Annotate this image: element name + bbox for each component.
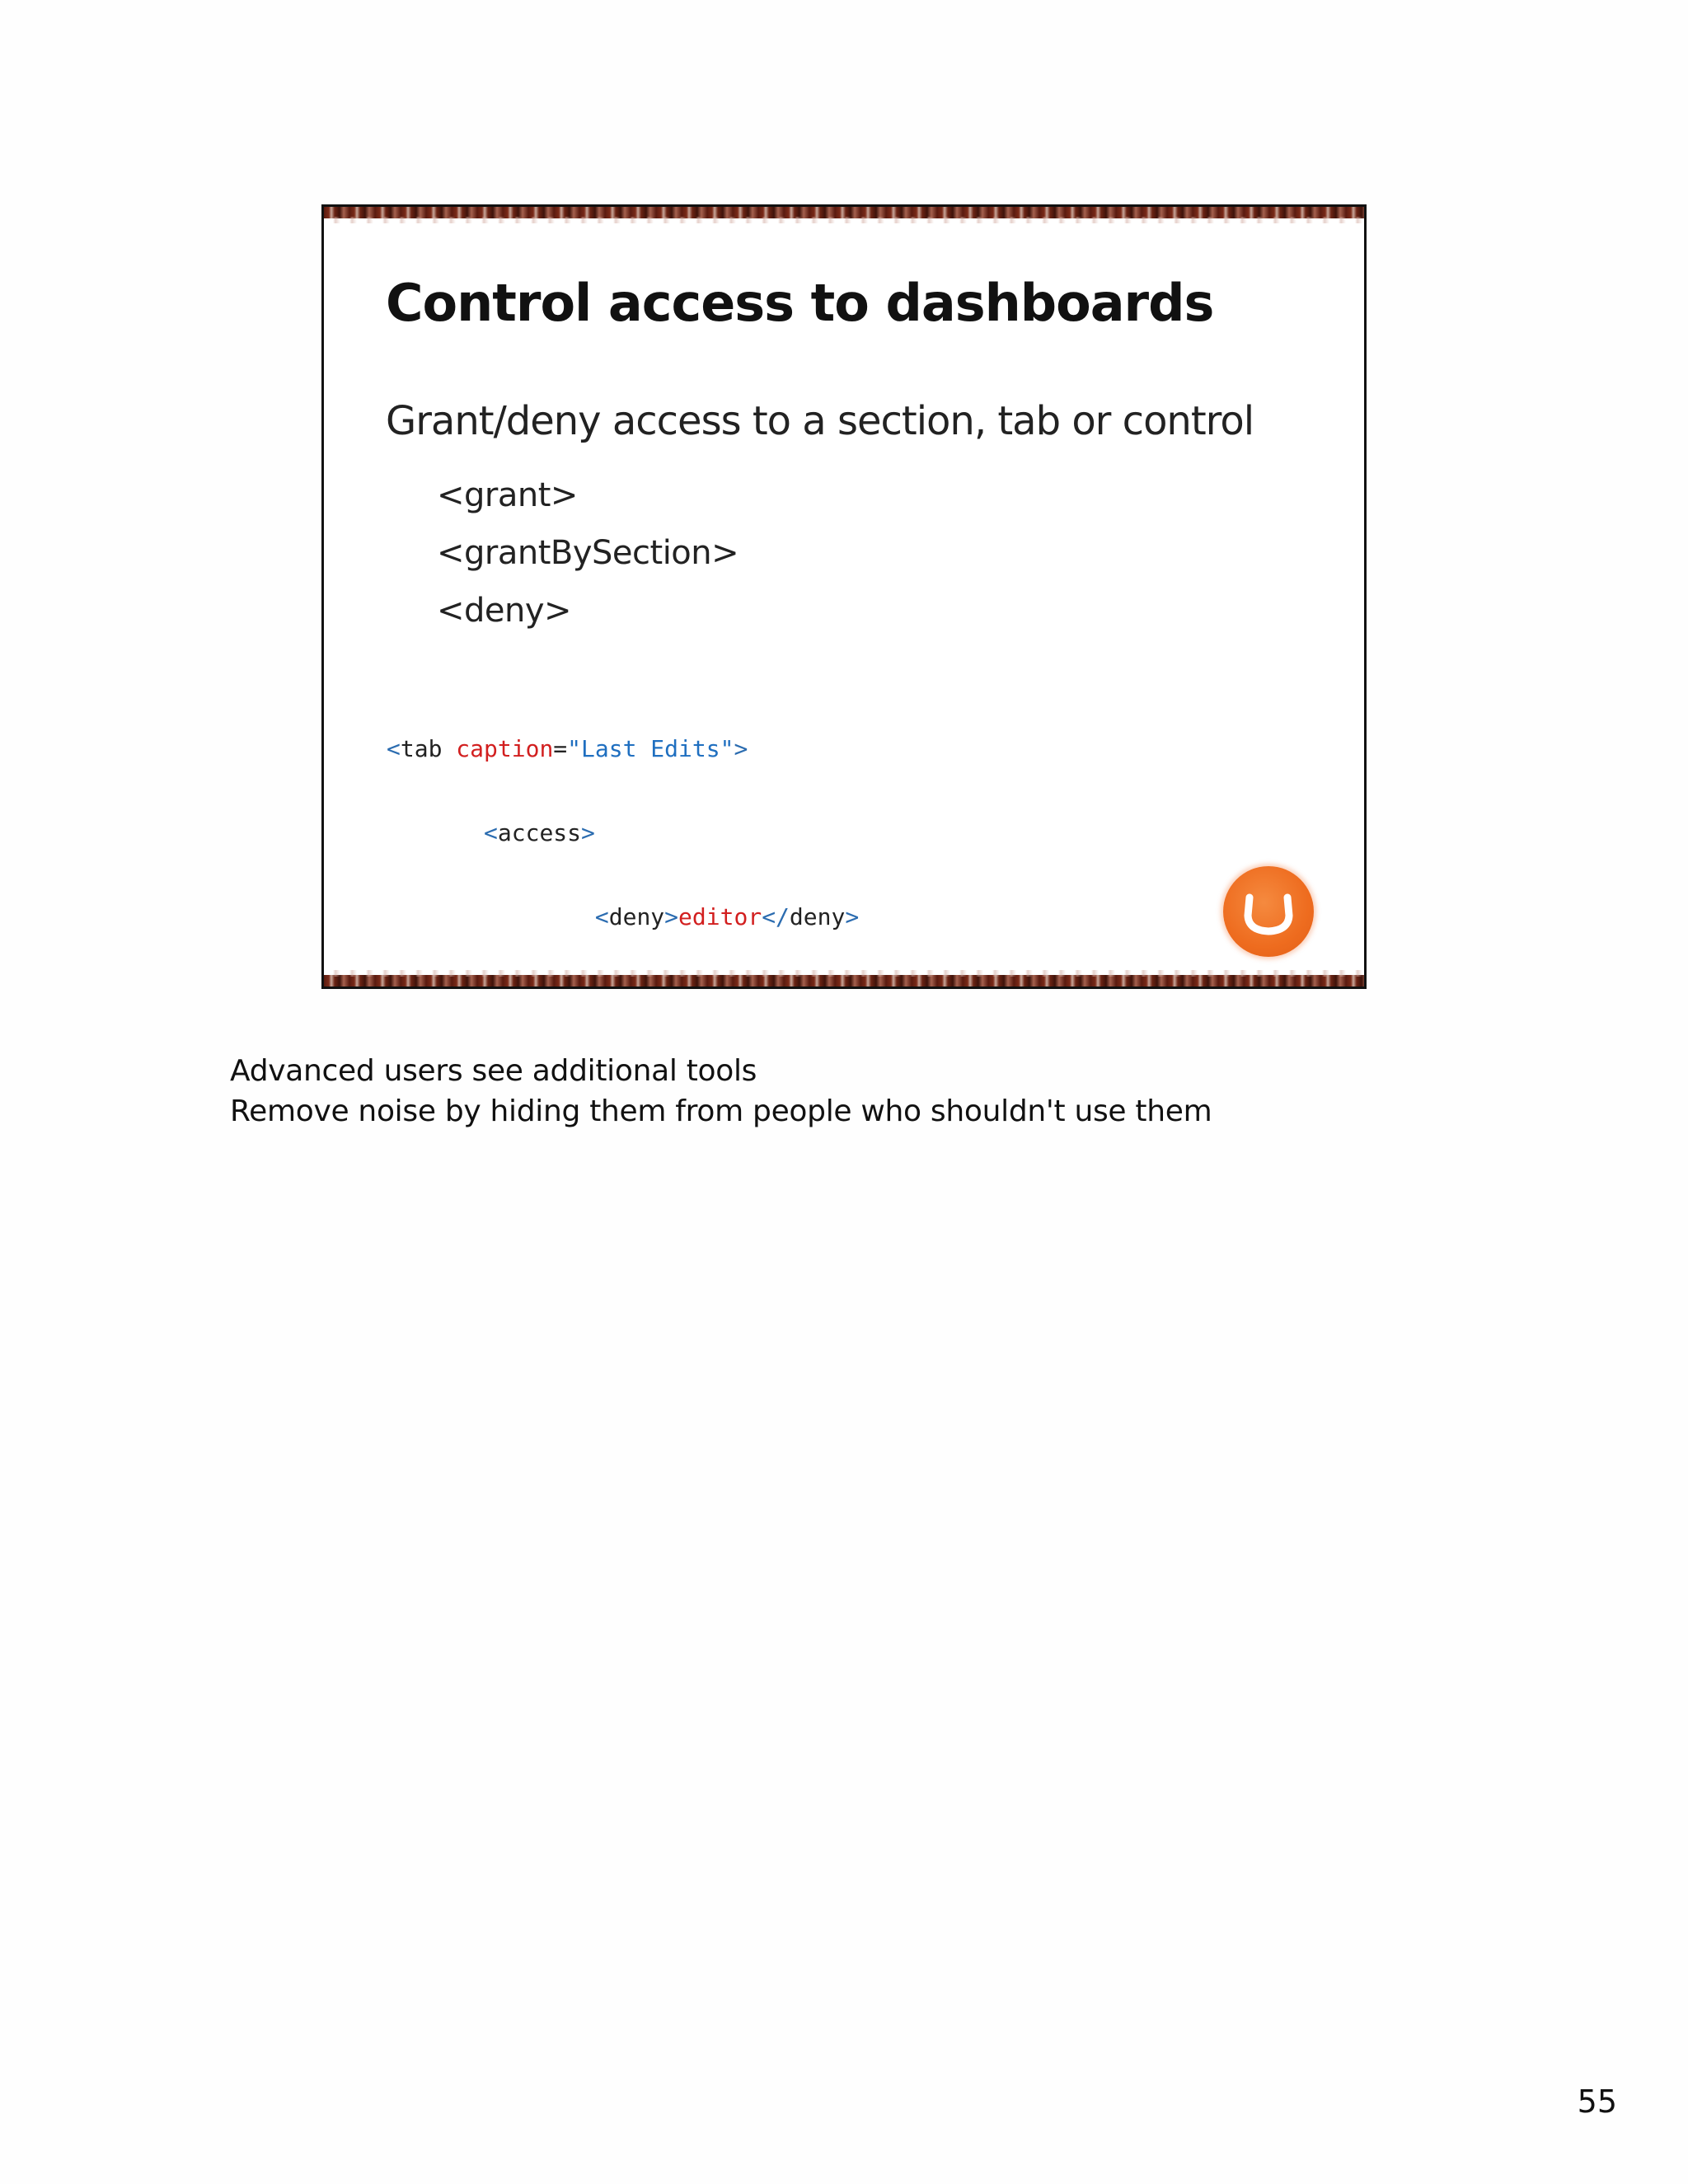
umbraco-logo-icon bbox=[1223, 866, 1314, 957]
slide-bullet-list bbox=[437, 466, 738, 640]
code-block bbox=[387, 679, 1276, 989]
speaker-notes bbox=[230, 1051, 1212, 1132]
list-item: <grant> bbox=[437, 476, 578, 514]
slide-bottom-border bbox=[324, 975, 1364, 987]
list-item: <grantBySection> bbox=[437, 534, 739, 572]
code-line: <access> bbox=[484, 819, 595, 846]
slide-image bbox=[321, 204, 1367, 989]
notes-line: Remove noise by hiding them from people who shouldn't use them bbox=[230, 1094, 1212, 1128]
slide-title: Control access to dashboards bbox=[386, 273, 1214, 333]
code-line: <tab caption="Last Edits"> bbox=[387, 735, 748, 762]
list-item: <deny> bbox=[437, 592, 572, 630]
slide-top-border bbox=[324, 207, 1364, 218]
code-line bbox=[387, 987, 1276, 989]
notes-line: Advanced users see additional tools bbox=[230, 1054, 757, 1088]
code-line: <deny>editor</deny> bbox=[594, 903, 860, 930]
page-number: 55 bbox=[1577, 2083, 1617, 2120]
slide-subtitle: Grant/deny access to a section, tab or control bbox=[386, 398, 1254, 444]
